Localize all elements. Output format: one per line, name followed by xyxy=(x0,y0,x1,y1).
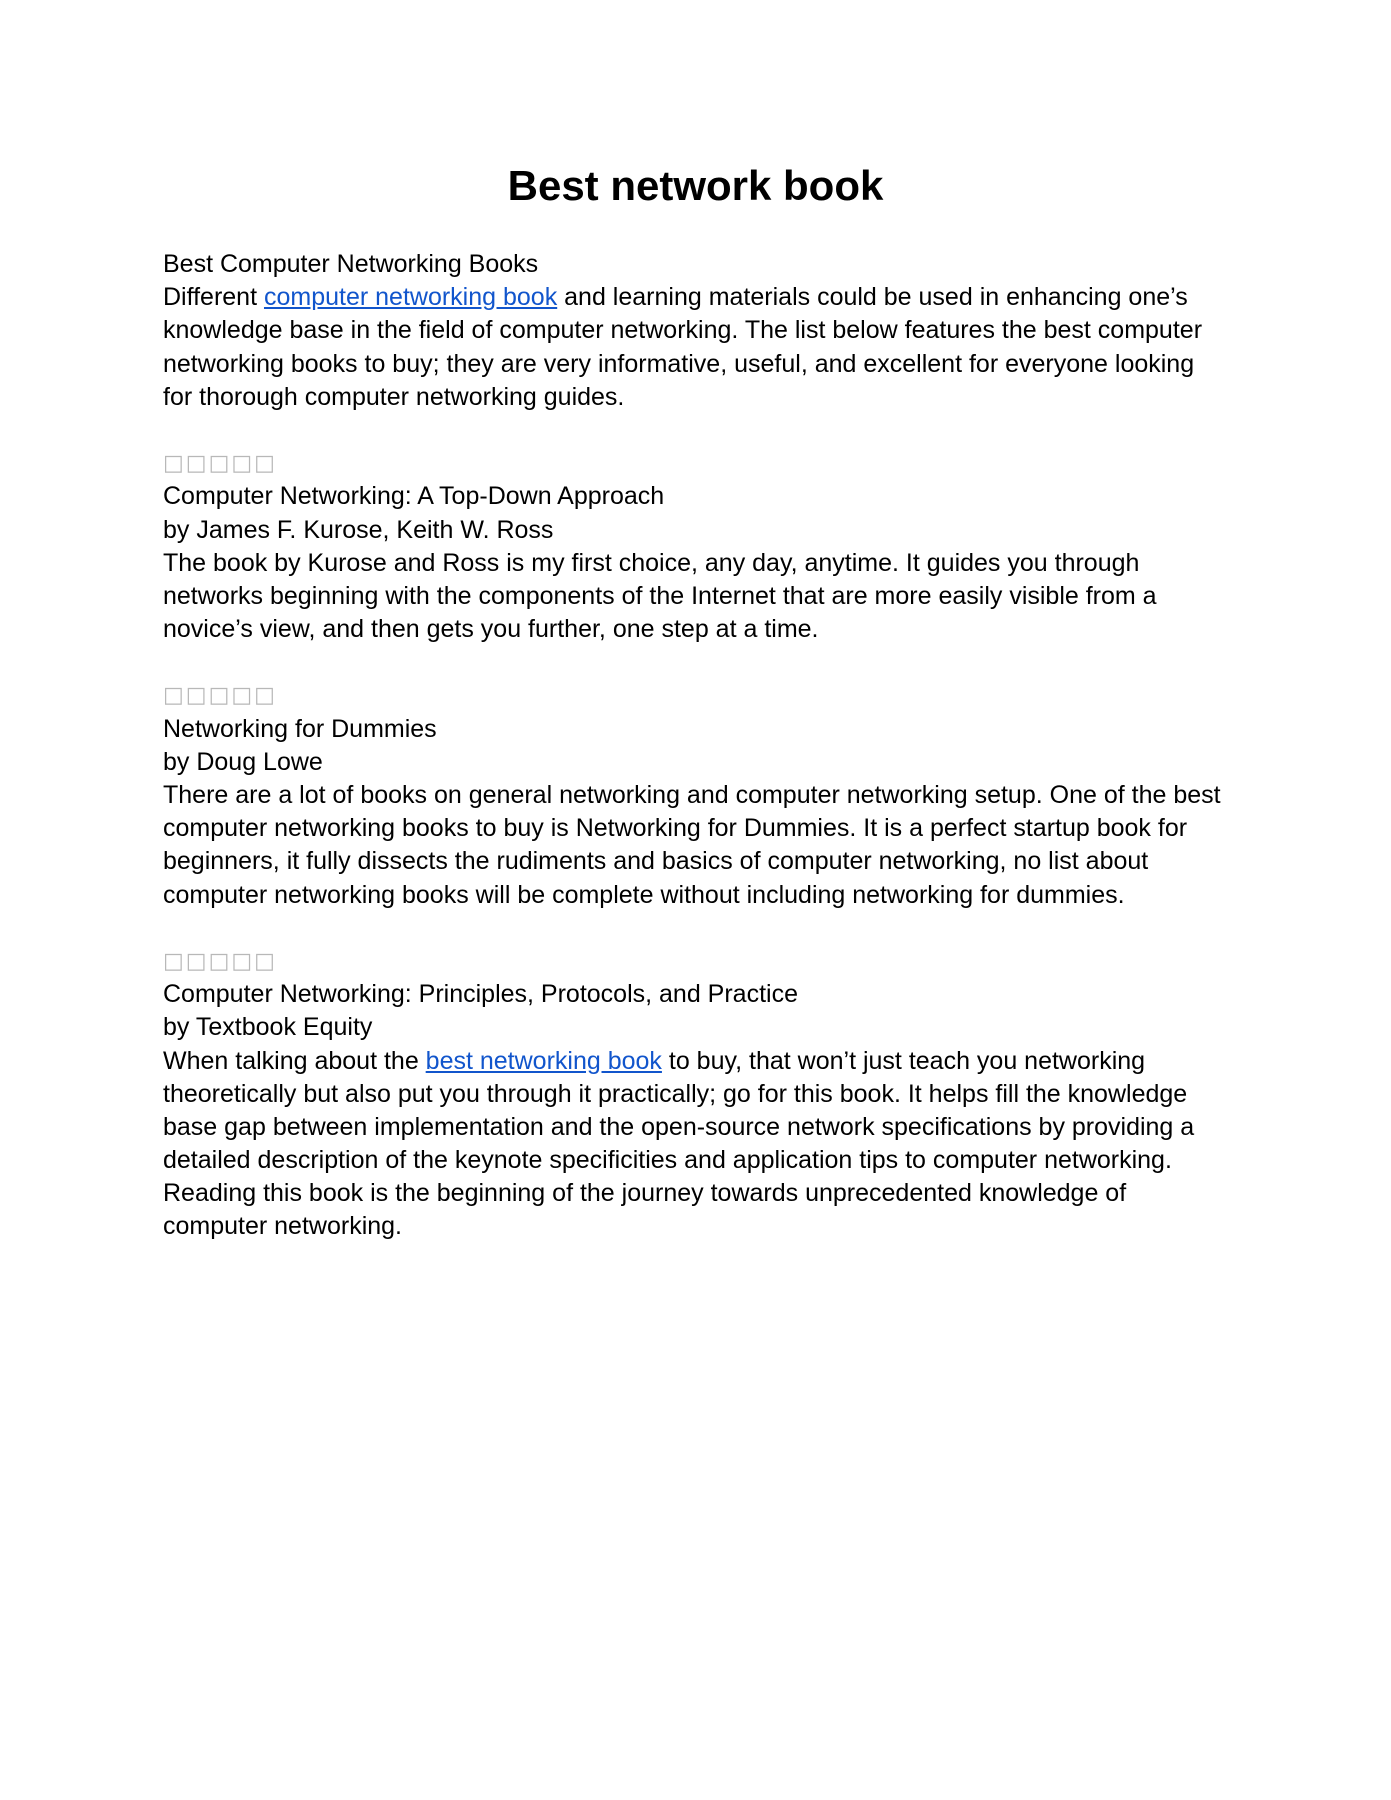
intro-line-1-text-before: Different xyxy=(163,283,264,312)
book2-author: by Doug Lowe xyxy=(163,747,323,776)
book3-desc-line-2: theoretically but also put you through it practically; go for this book. It helps fill the knowledge xyxy=(163,1079,1188,1108)
book3-desc-line-1 xyxy=(163,1045,1243,1078)
book3-desc-line-3: base gap between implementation and the open-source network specifications by providing a xyxy=(163,1112,1195,1141)
book1-rating-glyphs: □□□□□ xyxy=(163,451,277,477)
paragraph-spacer xyxy=(163,646,1243,679)
book2-rating-glyphs: □□□□□ xyxy=(163,683,277,709)
intro-line-3: networking books to buy; they are very informative, useful, and excellent for everyone looking xyxy=(163,349,1195,378)
paragraph-spacer xyxy=(163,414,1243,447)
book1-desc-line-1: The book by Kurose and Ross is my first choice, any day, anytime. It guides you through xyxy=(163,548,1140,577)
book1-desc-line-3: novice’s view, and then gets you further, one step at a time. xyxy=(163,615,819,644)
book3-desc-line-6: computer networking. xyxy=(163,1212,403,1241)
intro-heading: Best Computer Networking Books xyxy=(163,250,539,278)
book3-rating-glyphs: □□□□□ xyxy=(163,948,277,974)
document-body xyxy=(163,248,1243,1244)
book3-title: Computer Networking: Principles, Protocols, and Practice xyxy=(163,980,798,1009)
book1-author: by James F. Kurose, Keith W. Ross xyxy=(163,515,554,544)
book3-desc-line-1-text-before: When talking about the xyxy=(163,1046,426,1075)
best-networking-book-link[interactable]: best networking book xyxy=(425,1046,662,1075)
intro-line-1-text-after: and learning materials could be used in enhancing one’s xyxy=(557,283,1188,312)
intro-line-1 xyxy=(163,281,1243,314)
book1-title: Computer Networking: A Top-Down Approach xyxy=(163,482,665,511)
book2-desc-line-3: beginners, it fully dissects the rudiments and basics of computer networking, no list about xyxy=(163,847,1149,876)
paragraph-spacer xyxy=(163,912,1243,945)
book1-desc-line-2: networks beginning with the components of the Internet that are more easily visible from a xyxy=(163,581,1157,610)
page-title: Best network book xyxy=(507,162,884,209)
book3-desc-line-5: Reading this book is the beginning of the journey towards unprecedented knowledge of xyxy=(163,1179,1127,1208)
computer-networking-book-link[interactable]: computer networking book xyxy=(263,283,558,312)
intro-line-4: for thorough computer networking guides. xyxy=(163,382,625,411)
book2-desc-line-2: computer networking books to buy is Networking for Dummies. It is a perfect startup book for xyxy=(163,814,1188,843)
book2-desc-line-4: computer networking books will be complete without including networking for dummies. xyxy=(163,880,1125,909)
intro-line-2: knowledge base in the field of computer networking. The list below features the best computer xyxy=(163,316,1203,345)
book3-desc-line-1-text-after: to buy, that won’t just teach you networking xyxy=(661,1046,1146,1075)
book2-title: Networking for Dummies xyxy=(163,714,437,743)
book3-author: by Textbook Equity xyxy=(163,1013,373,1042)
book3-desc-line-4: detailed description of the keynote specificities and application tips to computer networking. xyxy=(163,1146,1172,1175)
book2-desc-line-1: There are a lot of books on general networking and computer networking setup. One of the best xyxy=(163,781,1221,809)
